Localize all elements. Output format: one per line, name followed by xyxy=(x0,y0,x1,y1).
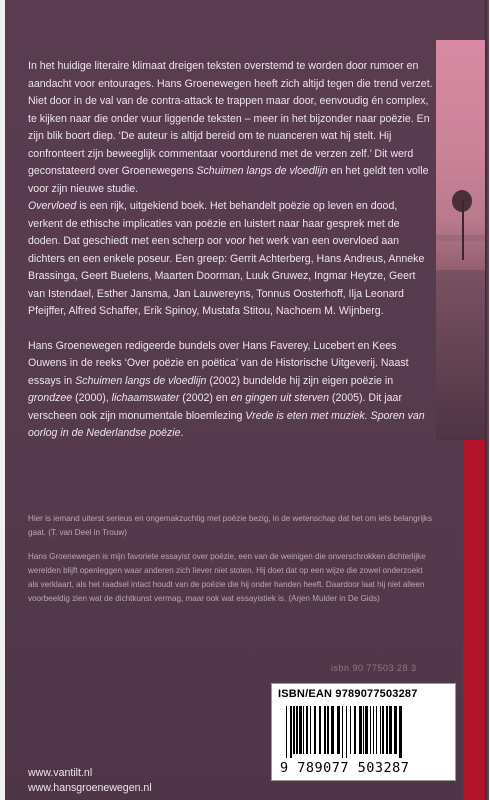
barcode-bar xyxy=(310,706,311,754)
press-quote: Hier is iemand uiterst serieus en ongemakzuchtig met poëzie bezig, in de wetenschap dat het om iets belangrijks gaat. (T. van Deel in Trouw) xyxy=(28,514,433,537)
blurb-paragraph xyxy=(28,338,433,443)
barcode-bar xyxy=(399,706,402,758)
italic-title: lichaamswater xyxy=(111,392,180,404)
barcode-bar xyxy=(365,706,368,754)
barcode-bar xyxy=(380,706,381,754)
text-segment: (2002) en xyxy=(179,392,231,404)
cover-edge xyxy=(485,0,489,800)
paragraph-gap xyxy=(28,321,433,338)
text-segment: (2000), xyxy=(72,392,112,404)
barcode-bar xyxy=(373,706,374,754)
isbn-label: ISBN/EAN 9789077503287 xyxy=(278,688,418,700)
blurb-text xyxy=(28,58,433,443)
blurb-paragraph xyxy=(28,198,433,321)
barcode-bar xyxy=(293,706,295,754)
barcode-bar xyxy=(286,706,287,758)
landscape-photo xyxy=(436,40,489,440)
press-quote: Hans Groenewegen is mijn favoriete essayist over poëzie, een van de weinigen die onverschrokken dichterlijke werelden blijft openleggen waar anderen zich liever niet stoten. Hij doet dat op een wijze die zowel onderzoekt als verklaart, als het raadsel intact houdt van de poëzie die hij onder handen heeft. Daardoor laat hij niet alleen voorbeeldig zien wat de dichtkunst vermag, maar ook wat essayistiek is. (Arjen Mulder in De Gids) xyxy=(28,552,426,603)
text-segment: is een rijk, uitgekiend boek. Het behandelt poëzie op leven en dood, verkent de ethische implicaties van poëzie en luistert naar haar gesprek met de doden. Dat geschiedt met een scherp oor voor het werk van een overvloed aan dichters en een enkele poseur. Een greep: Gerrit Achterberg, Hans Andreus, Anneke Brassinga, Geert Buelens, Maarten Doorman, Luuk Gruwez, Ingmar Heytze, Geert van Istendael, Esther Jansma, Jan Lauwereyns, Tonnus Oosterhoff, Ilja Leonard Pfeijffer, Alfred Schaffer, Erik Spinoy, Mustafa Stitou, Nachoem M. Wijnberg. xyxy=(28,200,425,317)
italic-title: Vrede is eten met muziek. Sporen van oorlog in de Nederlandse poëzie xyxy=(28,409,425,439)
url-vantilt[interactable]: www.vantilt.nl xyxy=(28,767,93,779)
barcode-bar xyxy=(306,706,308,754)
barcode-bar xyxy=(331,706,334,754)
barcode-bar xyxy=(386,706,388,754)
barcode-bar xyxy=(299,706,302,754)
italic-title: en gingen uit sterven xyxy=(230,392,329,404)
italic-title: grondzee xyxy=(28,392,73,404)
website-links xyxy=(28,766,152,796)
barcode-sticker xyxy=(271,683,456,781)
isbn-number: 9 789077 503287 xyxy=(280,760,410,776)
barcode-bar xyxy=(296,706,298,754)
tree-trunk xyxy=(462,200,464,260)
blurb-paragraph xyxy=(28,58,433,198)
barcode-bar xyxy=(363,706,364,754)
barcode-bar xyxy=(314,706,316,754)
barcode-bar xyxy=(354,706,356,754)
barcode-bar xyxy=(319,706,321,754)
url-hansgroenewegen[interactable]: www.hansgroenewegen.nl xyxy=(28,782,152,794)
barcode-bar xyxy=(370,706,371,754)
barcode-bar xyxy=(346,706,347,758)
photo-land xyxy=(436,270,489,440)
barcode-bar xyxy=(389,706,392,754)
italic-title: Schuimen langs de vloedlijn xyxy=(75,374,207,387)
barcode-bar xyxy=(382,706,384,754)
barcode-bar xyxy=(303,706,304,754)
barcode-bar xyxy=(327,706,329,754)
barcode-bar xyxy=(376,706,377,754)
text-segment: In het huidige literaire klimaat dreigen teksten overstemd te worden door rumoer en aandacht voor entourages. Hans Groenewegen heeft zich altijd tegen die trend verzet. Niet door in de val van de contra-attack te trappen maar door, eenvoudig én complex, te kijken naar die onder vuur liggende teksten – meer in het bijzonder naar poëzie. En zijn blik boort diep. ‘De auteur is altijd bereid om te nuanceren wat hij stelt. Hij confronteert zijn beweeglijk commentaar voortdurend met de verzen zelf.’ Dit werd geconstateerd over Groenewegens xyxy=(28,60,433,177)
text-segment: . xyxy=(180,427,184,439)
barcode-bar xyxy=(359,706,362,754)
barcode-bar xyxy=(324,706,326,754)
italic-title: Overvloed xyxy=(28,200,77,212)
text-segment: Hans Groenewegen redigeerde bundels over Hans Faverey, Lucebert en Kees Ouwens in de reeks ‘Over poëzie en poëtica’ van de Historische Uitgeverij. Naast essays in xyxy=(28,339,409,387)
barcode-bar xyxy=(394,706,397,754)
faded-isbn: isbn 90 77503 28 3 xyxy=(331,663,417,673)
barcode-bar xyxy=(342,706,343,758)
italic-title: Schuimen langs de vloedlijn xyxy=(196,165,328,177)
barcode-bar xyxy=(290,706,292,758)
barcode-bar xyxy=(350,706,351,754)
press-quotes xyxy=(28,512,433,616)
barcode-bar xyxy=(337,706,340,754)
text-segment: (2002) bundelde hij zijn eigen poëzie in xyxy=(206,374,394,387)
text-segment: (2005). Dit jaar verscheen ook zijn monumentale bloemlezing xyxy=(28,392,402,422)
barcode-icon xyxy=(284,706,444,758)
text-segment: en het geldt ten volle voor zijn nieuwe studie. xyxy=(28,165,429,195)
